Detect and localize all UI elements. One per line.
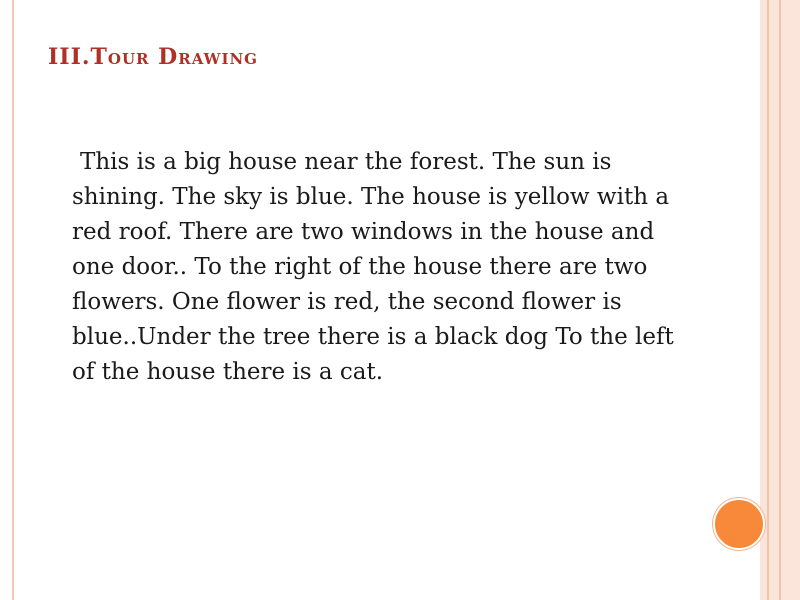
decorative-circle (713, 498, 765, 550)
slide-body-text: This is a big house near the forest. The sun is shining. The sky is blue. The house is yellow with a red roof. There are two windows in the house and one door.. To the right of the house there are two flowers. One flower is red, the second flower is blue..Under the tree there is a black dog To the left of the house there is a cat. (72, 149, 674, 385)
frame-right-line (767, 0, 769, 600)
frame-left-border (12, 0, 14, 600)
frame-right-line (779, 0, 781, 600)
slide-title: III.Tour Drawing (48, 44, 258, 70)
